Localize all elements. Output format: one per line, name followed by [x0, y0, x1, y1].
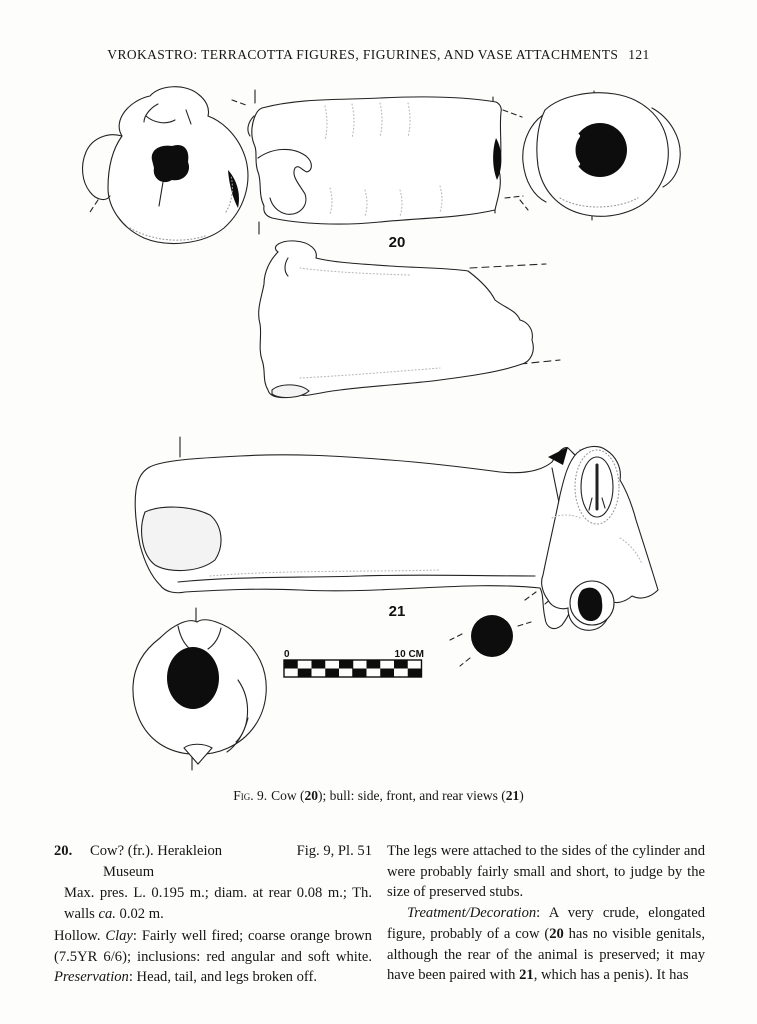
figure-9-plate — [0, 78, 757, 778]
entry-title-line1: Cow? (fr.). Herakleion — [90, 843, 223, 859]
text-segment: 0.02 m. — [115, 906, 164, 923]
cow-20-rear-view-drawing — [520, 91, 680, 220]
entry-dimensions — [54, 883, 372, 924]
text-segment: has no visible genitals, although the rear of the animal is preserved; it may have been paired with — [387, 925, 705, 984]
text-segment-italic: ca. — [98, 906, 116, 923]
figure-number-21-label: 21 — [388, 603, 406, 620]
text-segment: : Fairly well fired; coarse orange brown (7.5YR 6/6); inclusions: red angular and soft white. — [54, 927, 372, 965]
text-segment: Hollow. — [54, 927, 106, 944]
cow-20-second-side-view-drawing — [259, 241, 560, 398]
text-segment-bold: 20 — [549, 925, 564, 942]
scale-bar — [284, 649, 424, 677]
page-header — [0, 47, 757, 63]
bull-21-penis-section — [471, 615, 513, 657]
page-number: 121 — [628, 47, 650, 62]
scale-zero-label: 0 — [284, 649, 290, 660]
entry-title-line2: Museum — [103, 863, 155, 880]
caption-bold-20: 20 — [304, 788, 318, 803]
text-segment-italic: Clay — [105, 927, 133, 944]
caption-text-segment: ) — [519, 788, 524, 803]
running-head: VROKASTRO: TERRACOTTA FIGURES, FIGURINES, AND VASE ATTACHMENTS — [107, 47, 619, 62]
scale-ten-cm-label: 10 CM — [394, 649, 424, 660]
right-column — [387, 841, 705, 988]
text-segment-bold: 21 — [519, 967, 534, 984]
cow-20-front-view-drawing — [83, 87, 248, 244]
entry-figure-reference: Fig. 9, Pl. 51 — [296, 843, 372, 859]
caption-text-segment: Cow ( — [271, 788, 305, 803]
text-segment: : A very crude, elongated figure, probably of a cow ( — [387, 905, 705, 942]
catalog-entry-heading — [54, 841, 372, 882]
text-segment: , which has a penis). It has — [533, 967, 689, 984]
caption-text-segment: ); bull: side, front, and rear views ( — [317, 788, 506, 803]
text-segment: : Head, tail, and legs broken off. — [128, 969, 318, 986]
caption-bold-21: 21 — [505, 788, 520, 803]
text-segment-italic: Treatment/Decoration — [407, 905, 537, 922]
caption-fig-label: Fig. 9. — [233, 788, 268, 803]
bull-21-rear-view-drawing — [133, 608, 266, 770]
figurine-drawings-svg — [0, 78, 757, 778]
cow-20-side-view-drawing — [232, 90, 523, 234]
entry-number: 20. — [54, 843, 73, 859]
figure-number-20-label: 20 — [388, 234, 406, 251]
catalog-text-columns — [54, 841, 706, 988]
entry-title — [90, 841, 291, 882]
left-column — [54, 841, 372, 988]
figure-caption — [0, 788, 757, 804]
text-segment: Max. pres. L. 0.195 m.; diam. at rear 0.08 m.; Th. walls — [64, 885, 372, 923]
text-segment-italic: Preservation — [54, 969, 129, 986]
entry-description — [54, 926, 372, 988]
body-paragraph-1: The legs were attached to the sides of the cylinder and were probably fairly small and short, to judge by the size of preserved stubs. — [387, 843, 705, 901]
body-paragraph-2 — [387, 903, 705, 986]
